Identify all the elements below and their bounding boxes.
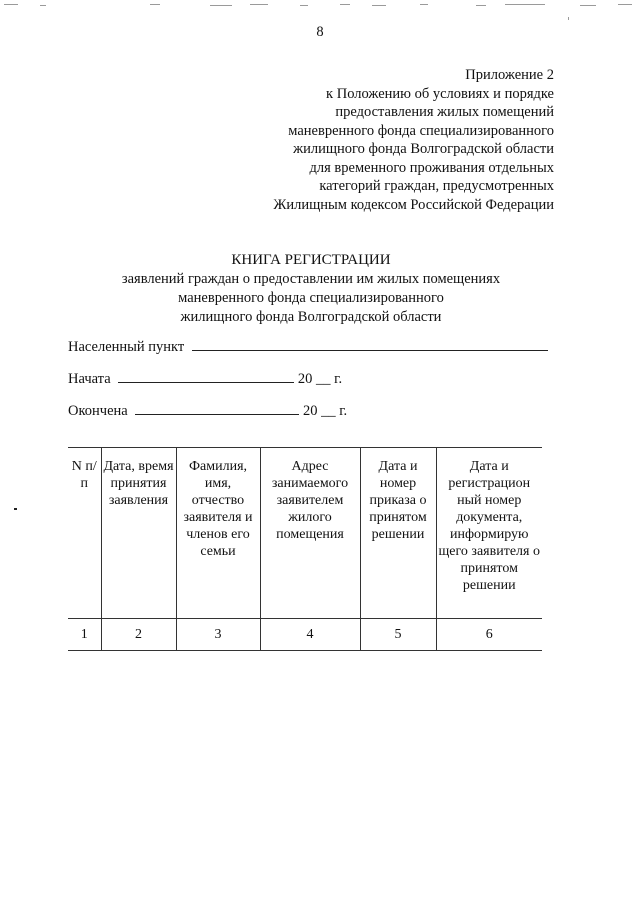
scan-artifact [580,5,596,6]
table-header-row [68,448,542,619]
header-cell-order: Дата и номер приказа о принятом решении [360,448,436,619]
header-cell-name: Фамилия, имя, отчество заявителя и членов его семьи [176,448,260,619]
settlement-blank [192,338,548,351]
title-main: КНИГА РЕГИСТРАЦИИ [231,252,391,268]
finished-date-blank [135,402,299,415]
appendix-line: жилищного фонда Волгоградской области [293,141,554,157]
scan-artifact [420,4,428,5]
column-number-cell: 2 [101,619,176,651]
appendix-line: для временного проживания отдельных [309,159,554,176]
column-number-cell: 6 [436,619,542,651]
scan-artifact [4,4,18,5]
appendix-line: к Положению об условиях и порядке [326,85,554,102]
settlement-label: Населенный пункт [68,339,185,355]
scan-artifact [40,5,46,6]
started-year: 20 __ г. [297,371,343,387]
header-cell-address: Адрес занимаемого заявителем жилого помещения [260,448,360,619]
scan-artifact [505,4,545,5]
appendix-line: Жилищным кодексом Российской Федерации [273,196,554,213]
header-cell-date: Дата, время принятия заявления [101,448,176,619]
title-subline: маневренного фонда специализированного [178,290,444,306]
document-title [60,251,562,327]
column-number-cell: 3 [176,619,260,651]
title-subline: жилищного фонда Волгоградской области [180,309,442,325]
appendix-line: маневренного фонда специализированного [288,122,554,139]
appendix-header [214,66,554,214]
appendix-line: Приложение 2 [465,67,554,83]
registration-table [68,447,542,651]
scan-artifact [150,4,160,5]
started-date-blank [118,370,294,383]
scan-artifact [476,5,486,6]
finished-label: Окончена [68,403,128,419]
scan-artifact [250,4,268,5]
appendix-line: предоставления жилых помещений [335,104,554,120]
finished-field [68,402,347,420]
margin-speck [14,508,17,510]
finished-year: 20 __ г. [302,403,348,419]
column-number-cell: 1 [68,619,101,651]
scan-artifact [210,5,232,6]
scan-artifact [300,5,308,6]
scan-artifact [340,4,350,5]
scan-artifact [568,17,569,20]
scan-artifact [372,5,386,6]
column-number-cell: 4 [260,619,360,651]
settlement-field [68,338,548,356]
header-cell-notification: Дата и регистрацион ный номер документа, информирую щего заявителя о принятом решении [436,448,542,619]
scan-artifact [618,4,632,5]
column-number-cell: 5 [360,619,436,651]
title-subline: заявлений граждан о предоставлении им жилых помещениях [121,271,501,287]
table-numbering-row [68,619,542,651]
page-number: 8 [316,24,324,40]
appendix-line: категорий граждан, предусмотренных [319,178,554,194]
header-cell-number: N п/п [68,448,101,619]
started-field [68,370,342,388]
started-label: Начата [68,371,111,387]
